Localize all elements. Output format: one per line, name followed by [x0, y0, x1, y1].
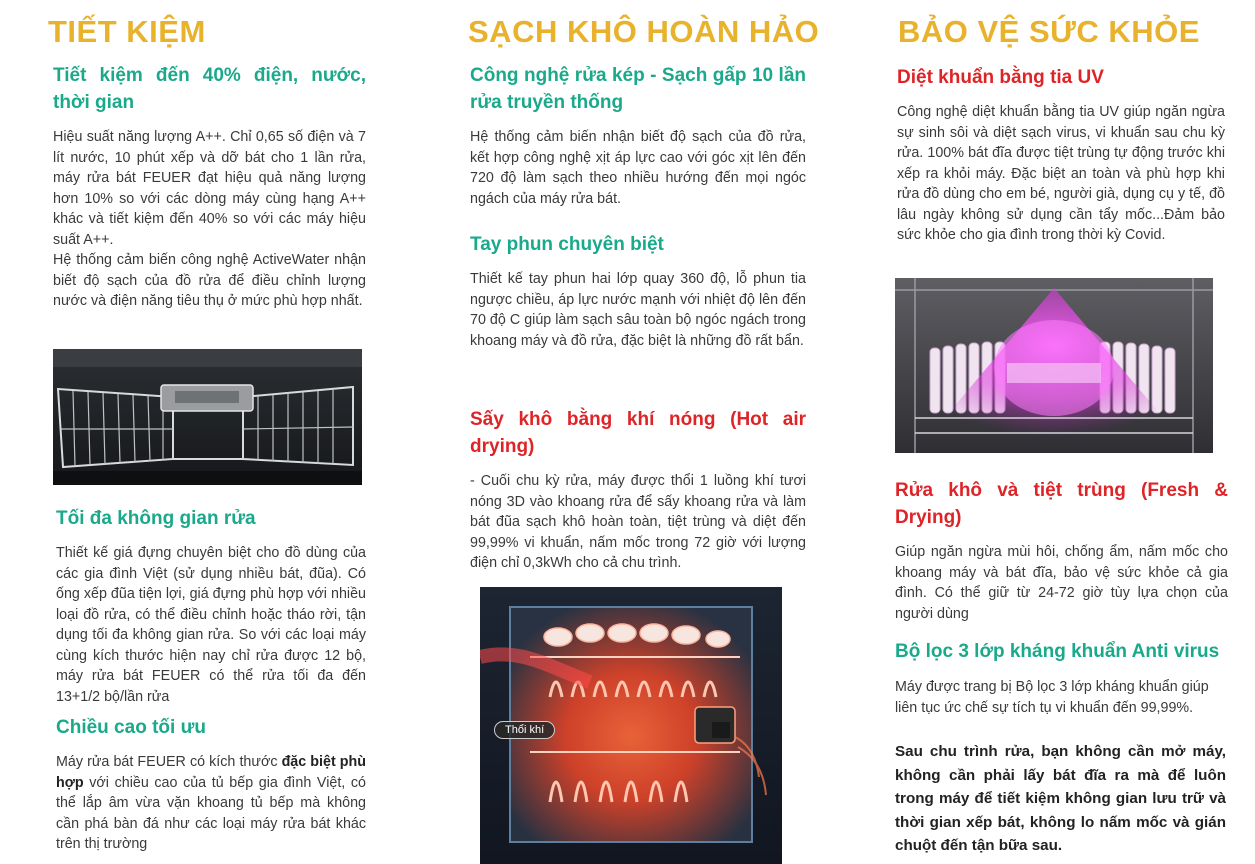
- paragraph-hieu-suat: Hiệu suất năng lượng A++. Chỉ 0,65 số điện và 7 lít nước, 10 phút xếp và dỡ bát cho 1 lần rửa, máy rửa bát FEUER đạt hiệu quả năng lượng hơn 10% so với các dòng máy cùng hạng A++ khác và tiết kiệm đến 40% so với các máy hiệu suất A++.: [53, 129, 366, 248]
- heading-diet-khuan-uv: Diệt khuẩn bằng tia UV: [897, 67, 1104, 88]
- title-tiet-kiem: TIẾT KIỆM: [48, 14, 206, 49]
- hot-air-drying-image: [480, 587, 782, 864]
- text-chieu-cao-bold: đặc biệt phù hợp: [56, 754, 367, 791]
- text-chieu-cao-b: với chiều cao của tủ bếp gia đình Việt, có thể lắp âm vừa vặn khoang tủ bếp mà không cần phá bàn đá như các loại máy rửa bát khác trên thị trường: [56, 774, 366, 852]
- heading-rua-kho: Rửa khô và tiệt trùng (Fresh & Drying): [895, 480, 1228, 528]
- paragraph-chieu-cao: [56, 752, 366, 855]
- paragraph-say-kho: - Cuối chu kỳ rửa, máy được thổi 1 luồng khí tươi nóng 3D vào khoang rửa để sấy khoang rửa và làm bát đũa sạch khô hoàn toàn, tiệt trùng và diệt đến 99,99% vi khuẩn, nấm mốc trong 72 giờ với lượng điện chỉ 0,3kWh cho cả chu trình.: [470, 473, 806, 571]
- heading-say-kho: Sấy khô bằng khí nóng (Hot air drying): [470, 409, 806, 457]
- heading-toi-da-khong-gian: Tối đa không gian rửa: [56, 508, 256, 529]
- title-bao-ve: BẢO VỆ SỨC KHỎE: [898, 14, 1200, 49]
- paragraph-gia-dung: Thiết kế giá đựng chuyên biệt cho đồ dùng của các gia đình Việt (sử dụng nhiều bát, đũa). Có ống xếp đũa tiện lợi, giá đựng phù hợp với nhiều loại đồ rửa, có thể điều chỉnh hoặc tháo rời, tận dụng tối đa không gian rửa. So với các loại máy cùng kích thước hiện nay chỉ rửa được 12 bộ, máy rửa bát FEUER có thể rửa tối đa đến 13+1/2 bộ/lần rửa: [56, 545, 366, 705]
- paragraph-sau-chu-trinh: Sau chu trình rửa, bạn không cần mở máy, không cần phải lấy bát đĩa ra mà để luôn trong máy để tiết kiệm không gian lưu trữ và thời gian xếp bát, không lo nấm mốc và gián chuột đến tận bữa sau.: [895, 743, 1226, 854]
- heading-bo-loc: Bộ lọc 3 lớp kháng khuẩn Anti virus: [895, 641, 1220, 662]
- paragraph-bo-loc: Máy được trang bị Bộ lọc 3 lớp kháng khuẩn giúp liên tục ức chế sự tích tụ vi khuẩn đến 99,99%.: [895, 679, 1209, 716]
- text-chieu-cao-a: Máy rửa bát FEUER có kích thước: [56, 754, 282, 770]
- heading-rua-kep: Công nghệ rửa kép - Sạch gấp 10 lần rửa truyền thống: [470, 65, 806, 113]
- paragraph-cam-bien: Hệ thống cảm biến nhận biết độ sạch của đồ rửa, kết hợp công nghệ xịt áp lực cao với góc xịt lên đến 720 độ làm sạch theo nhiều hướng đến mọi ngóc ngách của máy rửa bát.: [470, 129, 806, 207]
- paragraph-tay-phun: Thiết kế tay phun hai lớp quay 360 độ, lỗ phun tia ngược chiều, áp lực nước mạnh với nhiệt độ lên đến 70 độ C giúp làm sạch sâu toàn bộ ngóc ngách trong khoang máy và đồ rửa, đặc biệt là những đồ rất bẩn.: [470, 271, 806, 349]
- dish-rack-image: [53, 349, 362, 485]
- paragraph-rua-kho: Giúp ngăn ngừa mùi hôi, chống ẩm, nấm mốc cho khoang máy và bát đĩa, bảo vệ sức khỏe cả gia đình. Có thể giữ từ 24-72 giờ tùy lựa chọn của người dùng: [895, 544, 1228, 622]
- paragraph-uv: Công nghệ diệt khuẩn bằng tia UV giúp ngăn ngừa sự sinh sôi và diệt sạch virus, vi khuẩn sau chu kỳ rửa. 100% bát đĩa được tiệt trùng tự động trước khi xếp ra khỏi máy. Đặc biệt an toàn và phù hợp khi rửa đồ dùng cho em bé, người già, dụng cụ y tế, đồ lâu ngày không sử dụng cần tẩy mốc...Đảm bảo sức khỏe cho gia đình trong thời kỳ Covid.: [897, 104, 1225, 243]
- paragraph-activewater: Hệ thống cảm biến công nghệ ActiveWater nhận biết độ sạch của đồ rửa để điều chỉnh lượng nước và điện năng tiêu thụ ở mức phù hợp nhất.: [53, 252, 366, 309]
- title-sach-kho: SẠCH KHÔ HOÀN HẢO: [468, 14, 820, 49]
- label-thoi-khi: Thổi khí: [494, 721, 555, 739]
- heading-tay-phun: Tay phun chuyên biệt: [470, 234, 664, 255]
- uv-sterilization-image: [895, 278, 1213, 453]
- heading-chieu-cao: Chiều cao tối ưu: [56, 717, 206, 738]
- heading-tiet-kiem-40: Tiết kiệm đến 40% điện, nước, thời gian: [53, 65, 366, 113]
